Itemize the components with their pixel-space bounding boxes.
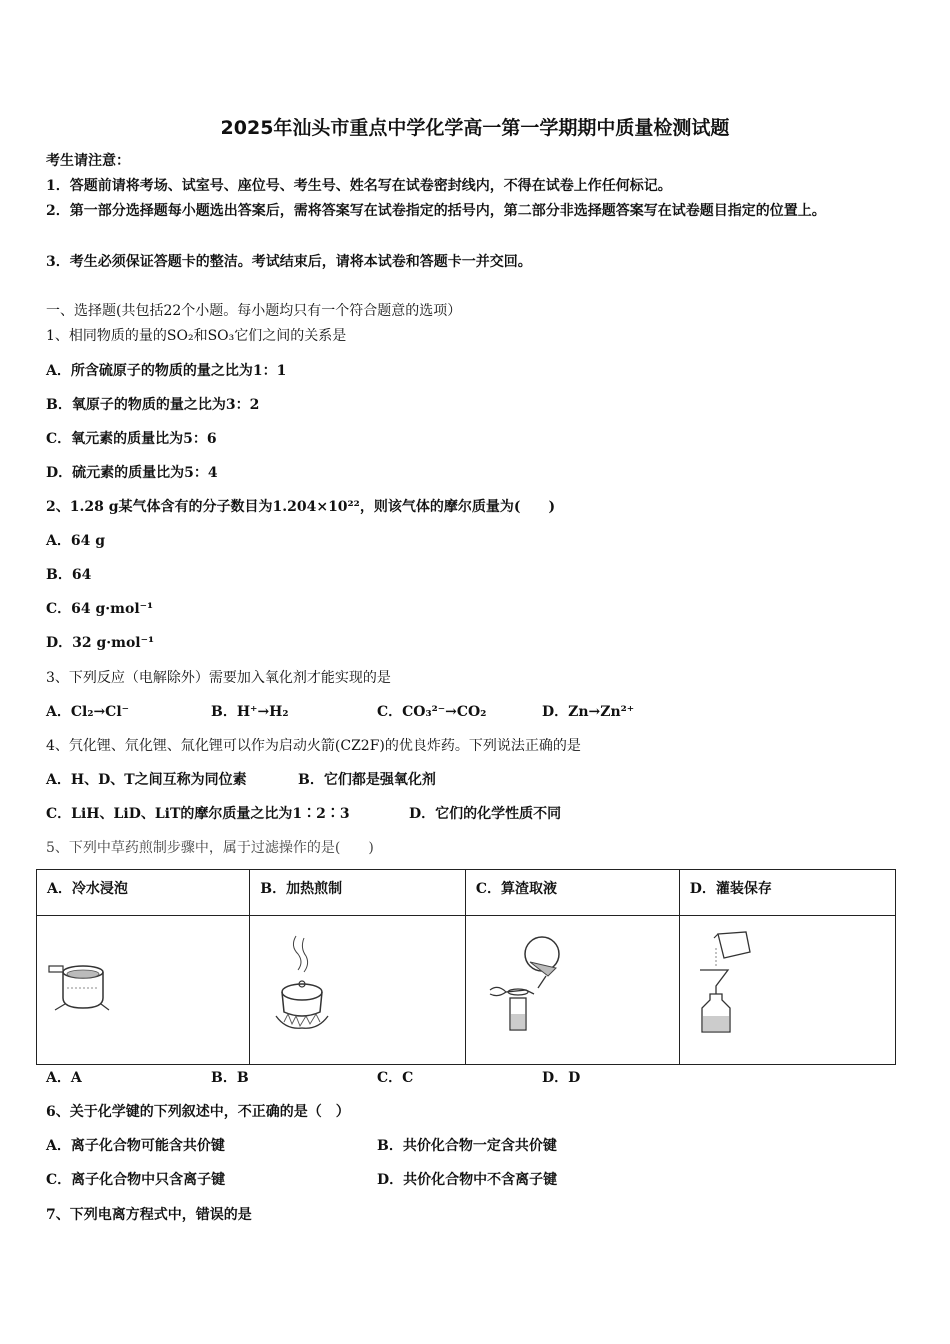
q4-stem: 4、氕化锂、氘化锂、氚化锂可以作为启动火箭(CZ2F)的优良炸药。下列说法正确的是 <box>46 738 581 754</box>
q7-stem: 7、下列电离方程式中，错误的是 <box>46 1207 252 1223</box>
q6-option-d: D．共价化合物中不含离子键 <box>377 1172 558 1188</box>
q6-stem: 6、关于化学键的下列叙述中，不正确的是（ ） <box>46 1104 350 1120</box>
q1-stem: 1、相同物质的量的SO₂和SO₃它们之间的关系是 <box>46 328 347 344</box>
notice-heading: 考生请注意： <box>46 153 130 169</box>
q5-header-a: A．冷水浸泡 <box>37 870 250 916</box>
filtering-icon <box>476 932 586 1042</box>
q3-option-b: B．H⁺→H₂ <box>211 704 289 720</box>
q5-image-cell-c <box>465 916 679 1065</box>
q2-option-d: D．32 g·mol⁻¹ <box>46 635 155 651</box>
q5-header-c: C．算渣取液 <box>465 870 679 916</box>
q3-option-d: D．Zn→Zn²⁺ <box>542 704 635 720</box>
q6-option-b: B．共价化合物一定含共价键 <box>377 1138 557 1154</box>
q5-image-cell-a <box>37 916 250 1065</box>
q4-option-c: C．LiH、LiD、LiT的摩尔质量之比为1∶2∶3 <box>46 806 350 822</box>
q4-option-a: A．H、D、T之间互称为同位素 <box>46 772 247 788</box>
q2-option-a: A．64 g <box>46 533 106 549</box>
q3-option-c: C．CO₃²⁻→CO₂ <box>377 704 487 720</box>
q5-figure-table <box>36 869 896 1065</box>
q5-image-cell-b <box>250 916 466 1065</box>
q5-option-d: D．D <box>542 1070 581 1086</box>
q2-option-b: B．64 <box>46 567 92 583</box>
q5-option-c: C．C <box>377 1070 414 1086</box>
notice-item-1: 1．答题前请将考场、试室号、座位号、考生号、姓名写在试卷密封线内，不得在试卷上作任何标记。 <box>46 178 672 194</box>
q2-stem: 2、1.28 g某气体含有的分子数目为1.204×10²²，则该气体的摩尔质量为( ) <box>46 499 556 515</box>
notice-item-3: 3．考生必须保证答题卡的整洁。考试结束后，请将本试卷和答题卡一并交回。 <box>46 254 532 270</box>
heating-pot-icon <box>266 934 336 1034</box>
q1-option-c: C．氧元素的质量比为5：6 <box>46 431 217 447</box>
q5-option-a: A．A <box>46 1070 82 1086</box>
q3-option-a: A．Cl₂→Cl⁻ <box>46 704 130 720</box>
q3-stem: 3、下列反应（电解除外）需要加入氧化剂才能实现的是 <box>46 670 391 686</box>
section-heading: 一、选择题(共包括22个小题。每小题均只有一个符合题意的选项） <box>46 303 462 319</box>
page-title: 2025年汕头市重点中学化学高一第一学期期中质量检测试题 <box>220 117 730 139</box>
q1-option-b: B．氧原子的物质的量之比为3：2 <box>46 397 260 413</box>
q5-header-d: D．灌装保存 <box>679 870 895 916</box>
q5-option-b: B．B <box>211 1070 249 1086</box>
q1-option-a: A．所含硫原子的物质的量之比为1：1 <box>46 363 287 379</box>
q4-option-d: D．它们的化学性质不同 <box>409 806 562 822</box>
q6-option-a: A．离子化合物可能含共价键 <box>46 1138 225 1154</box>
q5-image-cell-d <box>679 916 895 1065</box>
q4-option-b: B．它们都是强氧化剂 <box>298 772 436 788</box>
q5-stem: 5、下列中草药煎制步骤中，属于过滤操作的是( ) <box>46 840 374 856</box>
soaking-pot-icon <box>45 958 115 1018</box>
q6-option-c: C．离子化合物中只含离子键 <box>46 1172 226 1188</box>
notice-item-2: 2．第一部分选择题每小题选出答案后，需将答案写在试卷指定的括号内，第二部分非选择题答案写在试卷题目指定的位置上。 <box>46 203 826 219</box>
bottling-icon <box>688 928 768 1038</box>
q5-header-b: B．加热煎制 <box>250 870 466 916</box>
q1-option-d: D．硫元素的质量比为5：4 <box>46 465 218 481</box>
q2-option-c: C．64 g·mol⁻¹ <box>46 601 154 617</box>
